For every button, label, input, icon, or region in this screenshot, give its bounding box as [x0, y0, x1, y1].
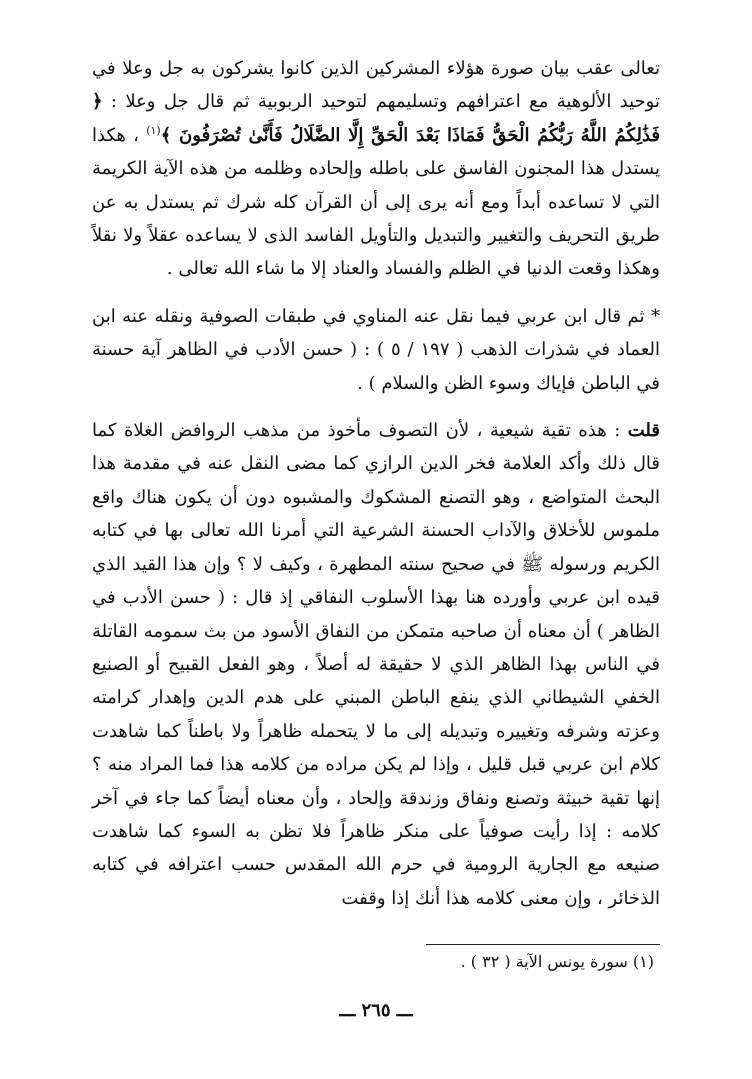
paragraph-2: * ثم قال ابن عربي فيما نقل عنه المناوي في طبقات الصوفية ونقله عنه ابن العماد في شذرات الذهب ( ١٩٧ / ٥ ) : ( حسن الأدب في الظاهر آية حسنة في الباطن فإياك وسوء الظن والسلام ) .: [92, 305, 660, 394]
page-number: ـــ ٢٦٥ ـــ: [339, 1000, 413, 1021]
paragraph-1-continuation: ، هكذا يستدل هذا المجنون الفاسق على باطله وإلحاده وظلمه من هذه الآية الكريمة التي لا تساعده أبداً ومع أنه يرى إلى أن القرآن كله شرك ثم يستدل به عن طريق التحريف والتغيير والتبديل والتأويل الفاسد الذى لا يساعده عقلاً ولا نقلاً وهكذا وقعت الدنيا في الظلم والفساد والعناد إلا ما شاء الله تعالى .: [92, 124, 660, 280]
paragraph-3-text: : هذه تقية شيعية ، لأن التصوف مأخوذ من مذهب الروافض الغلاة كما قال ذلك وأكد العلامة فخر الدين الرازي كما مضى النقل عنه في مقدمة هذا البحث المتواضع ، وهو التصنع المشكوك والمشبوه دون أن يكون هناك واقع ملموس للأخلاق والآداب الحسنة الشرعية التي أمرنا الله تعالى بها في كتابه الكريم ورسوله ﷺ في صحيح سنته المطهرة ، وكيف لا ؟ وإن هذا القيد الذي قيده ابن عربي وأورده هنا بهذا الأسلوب النفاقي إذ قال : ( حسن الأدب في الظاهر ) أن معناه أن صاحبه متمكن من النفاق الأسود من بث سمومه القاتلة في الناس بهذا الظاهر الذي لا حقيقة له أصلاً ، وهو الفعل القبيح أو الصنيع الخفي الشيطاني الذي ينفع الباطن المبني على هدم الدين وإهدار كرامته وعزته وشرفه وتغييره وتبديله إلى ما لا يتحمله ظاهراً ولا باطناً كما شاهدت كلام ابن عربي قبل قليل ، وإذا لم يكن مراده من كلامه هذا فما المراد منه ؟ إنها تقية خبيثة وتصنع ونفاق وزندقة وإلحاد ، وأن معناه أيضاً كما جاء في آخر كلامه : إذا رأيت صوفياً على منكر ظاهراً فلا تظن به السوء كما شاهدت صنيعه مع الجارية الرومية في حرم الله المقدس حسب اعترافه في كتابه الذخائر ، وإن معنى كلامه هذا أنك إذا وقفت: [92, 420, 660, 909]
paragraph-1: [92, 52, 660, 286]
paragraph-3: [92, 414, 660, 915]
paragraph-1-intro: تعالى عقب بيان صورة هؤلاء المشركين الذين كانوا يشركون به جل وعلا في توحيد الألوهية مع اعترافهم وتسليمهم لتوحيد الربوبية ثم قال جل وعلا :: [92, 58, 660, 113]
footnote-divider: [426, 944, 660, 945]
footnote: (١) سورة يونس الآية ( ٣٢ ) .: [460, 952, 654, 971]
footnote-reference: (١): [146, 123, 161, 137]
body-text: [92, 52, 660, 915]
paragraph-3-label: قلت: [627, 420, 660, 442]
quran-verse: ﴿ فَذَٰلِكُمُ اللَّهُ رَبُّكُمُ الْحَقُّ فَمَاذَا بَعْدَ الْحَقِّ إِلَّا الضَّلَالُ فَأَنَّىٰ تُصْرَفُونَ ﴾: [92, 91, 661, 146]
